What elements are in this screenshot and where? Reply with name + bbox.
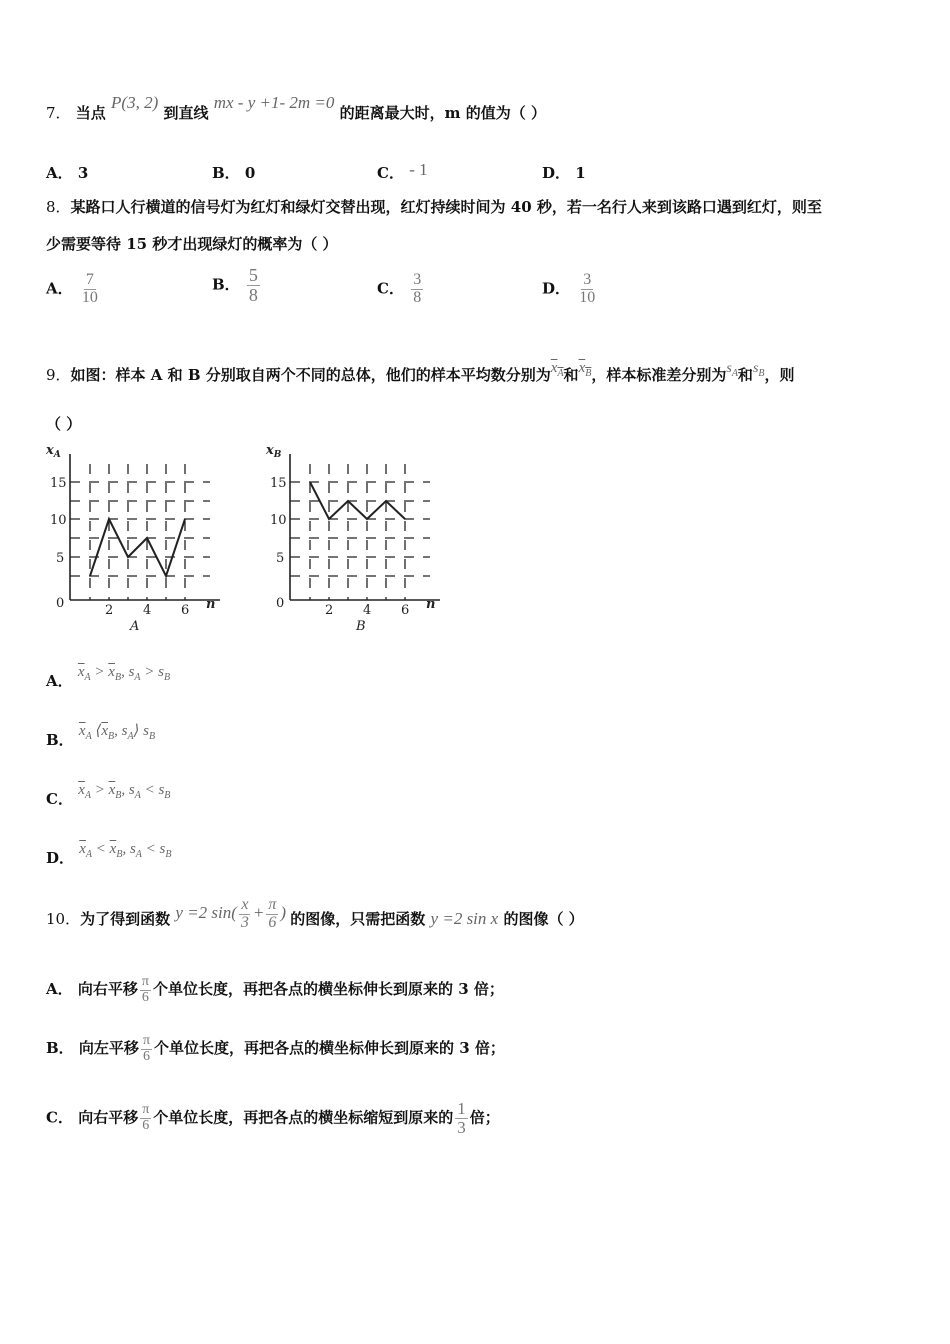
q9-option-a-label: A． bbox=[46, 672, 73, 690]
question-8 bbox=[46, 196, 822, 217]
question-7 bbox=[46, 93, 546, 123]
fraction-numerator: 5 bbox=[248, 265, 258, 285]
q7-option-b[interactable] bbox=[212, 162, 255, 183]
graph-a-xtick-6: 6 bbox=[181, 603, 190, 618]
q10-text-b: 的图像，只需把函数 bbox=[290, 910, 426, 929]
q10-option-b-post: 个单位长度，再把各点的横坐标伸长到原来的 3 倍； bbox=[154, 1039, 505, 1058]
graph-b-xtick-6: 6 bbox=[401, 603, 410, 618]
fraction-denominator: 8 bbox=[413, 288, 422, 306]
graph-b bbox=[262, 442, 442, 634]
q9-option-d-label: D． bbox=[46, 849, 75, 867]
q10-option-c-fraction: $\frac{\pi}{6}$ bbox=[142, 1102, 150, 1133]
q9-option-b-label: B． bbox=[46, 731, 74, 749]
q8-option-c-label: C． bbox=[377, 279, 404, 298]
q9-and1: 和 bbox=[563, 366, 579, 384]
q10-option-c-post2: 倍； bbox=[469, 1108, 500, 1127]
q8-number: 8． bbox=[46, 198, 71, 216]
q9-option-d[interactable] bbox=[46, 841, 172, 870]
q8-option-d[interactable] bbox=[542, 272, 599, 307]
q7-option-d[interactable] bbox=[542, 162, 586, 183]
q10-option-a-post: 个单位长度，再把各点的横坐标伸长到原来的 3 倍； bbox=[152, 980, 504, 999]
graph-b-ytick-5: 5 bbox=[276, 551, 285, 566]
fraction-numerator: 3 bbox=[413, 271, 422, 288]
q7-option-b-value: 0 bbox=[244, 164, 256, 182]
q8-option-b-label: B． bbox=[212, 275, 240, 294]
q8-option-a-label: A． bbox=[46, 279, 73, 298]
question-9 bbox=[46, 360, 795, 387]
q10-text-a: 为了得到函数 bbox=[80, 910, 171, 929]
q10-option-b-fraction: $\frac{\pi}{6}$ bbox=[142, 1033, 151, 1064]
q8-option-b[interactable] bbox=[212, 266, 262, 305]
q9-mean-b: $x_B$ bbox=[578, 360, 592, 379]
q9-option-d-expr: $\overline{x}_A < \overline{x}_B$, $s_A < s_B$ bbox=[79, 841, 172, 860]
q9-option-a-expr: $\overline{x}_A > \overline{x}_B$, $s_A > s_B$ bbox=[77, 664, 171, 683]
graph-b-xtick-2: 2 bbox=[325, 603, 334, 618]
q9-option-a[interactable] bbox=[46, 664, 171, 693]
question-10 bbox=[46, 896, 584, 938]
q8-option-a-fraction bbox=[80, 272, 100, 307]
graph-b-ylabel: $x_B$ bbox=[266, 443, 282, 460]
q10-option-a-fraction: $\frac{\pi}{6}$ bbox=[141, 974, 149, 1005]
q10-option-c-fraction2: $\frac{1}{3}$ bbox=[457, 1099, 466, 1137]
q10-option-a-pre: 向右平移 bbox=[77, 980, 138, 999]
graph-a-ytick-15: 15 bbox=[50, 476, 67, 491]
q8-option-b-fraction bbox=[247, 266, 260, 305]
q7-option-c[interactable] bbox=[377, 162, 428, 183]
graph-a-xtick-4: 4 bbox=[143, 603, 152, 618]
fraction-denominator: 8 bbox=[248, 284, 258, 305]
q7-option-c-label: C． bbox=[377, 164, 404, 182]
q10-option-c-post: 个单位长度，再把各点的横坐标缩短到原来的 bbox=[153, 1108, 454, 1127]
graph-b-xtick-4: 4 bbox=[363, 603, 372, 618]
q7-option-a[interactable] bbox=[46, 162, 88, 183]
q10-option-c[interactable] bbox=[46, 1100, 500, 1137]
q9-and2: 和 bbox=[737, 366, 753, 384]
q9-option-c-expr: $\overline{x}_A > \overline{x}_B$, $s_A < s_B$ bbox=[78, 782, 171, 801]
graph-a-xlabel: n bbox=[206, 597, 216, 612]
q8-option-d-fraction bbox=[577, 272, 597, 307]
q8-option-d-label: D． bbox=[542, 279, 571, 298]
graph-b-ytick-15: 15 bbox=[270, 476, 287, 491]
q9-text-c: ，则 bbox=[764, 366, 795, 384]
q8-option-c-fraction bbox=[411, 272, 423, 307]
q8-line2: 少需要等待 15 秒才出现绿灯的概率为（ ） bbox=[46, 235, 338, 253]
q10-option-c-pre: 向右平移 bbox=[78, 1108, 139, 1127]
graph-a-ylabel: $x_A$ bbox=[46, 443, 61, 460]
fraction-numerator: 7 bbox=[85, 271, 94, 288]
q7-point: P(3, 2) bbox=[111, 93, 159, 112]
fraction-denominator: 10 bbox=[579, 288, 596, 306]
graph-a-grid bbox=[70, 464, 210, 600]
q7-option-d-label: D． bbox=[542, 164, 571, 182]
q8-line1: 某路口人行横道的信号灯为红灯和绿灯交替出现，红灯持续时间为 40 秒，若一名行人来到该路口遇到红灯，则至 bbox=[70, 198, 822, 216]
graph-a bbox=[42, 442, 222, 634]
graph-a-ytick-10: 10 bbox=[50, 513, 67, 528]
graph-a-caption: A bbox=[130, 619, 140, 634]
q10-function: y =2 sin( $\frac{x}{3}$ + $\frac{\pi}{6}$ ) bbox=[175, 896, 287, 931]
graph-a-ytick-0: 0 bbox=[56, 596, 65, 611]
q10-option-b[interactable] bbox=[46, 1034, 505, 1064]
q10-number: 10． bbox=[46, 910, 81, 929]
graph-a-xtick-2: 2 bbox=[105, 603, 114, 618]
graph-a-ytick-5: 5 bbox=[56, 551, 65, 566]
graph-b-ytick-0: 0 bbox=[276, 596, 285, 611]
graph-b-caption: B bbox=[356, 619, 366, 634]
q10-text-c: 的图像（ ） bbox=[503, 910, 584, 929]
q8-option-a[interactable] bbox=[46, 272, 102, 307]
q7-option-a-label: A． bbox=[46, 164, 73, 182]
q7-option-d-value: 1 bbox=[575, 164, 586, 182]
q7-text-b: 到直线 bbox=[163, 104, 209, 122]
q10-option-a-label: A． bbox=[46, 980, 73, 999]
q9-sd-a: $s_A$ bbox=[726, 361, 738, 379]
fraction-denominator: 10 bbox=[81, 288, 98, 306]
q7-text-a: 当点 bbox=[75, 104, 106, 122]
q9-option-b-expr: $\overline{x}_A$ $⟨\overline{x}_B$, $s_A⟩$ $s_B$ bbox=[78, 723, 156, 742]
q9-option-b[interactable] bbox=[46, 723, 156, 752]
q7-option-c-value: - 1 bbox=[409, 160, 428, 179]
q7-option-a-value: 3 bbox=[77, 164, 89, 182]
q10-option-b-label: B． bbox=[46, 1039, 74, 1058]
q10-function2: y =2 sin x bbox=[430, 909, 499, 929]
q7-text-c: 的距离最大时，m 的值为（ ） bbox=[339, 104, 546, 122]
q7-number: 7． bbox=[46, 104, 71, 122]
fraction-numerator: 3 bbox=[583, 271, 592, 288]
q9-option-c-label: C． bbox=[46, 790, 73, 808]
graph-b-xlabel: n bbox=[426, 597, 436, 612]
q7-line-eq: mx - y +1- 2m =0 bbox=[213, 93, 335, 112]
q9-line2: （ ） bbox=[46, 415, 82, 433]
q10-option-c-label: C． bbox=[46, 1108, 73, 1127]
q10-option-a[interactable] bbox=[46, 975, 504, 1005]
graph-a-data-line bbox=[90, 519, 185, 576]
q9-text-a: 如图：样本 A 和 B 分别取自两个不同的总体，他们的样本平均数分别为 bbox=[70, 366, 551, 384]
q10-option-b-pre: 向左平移 bbox=[78, 1039, 139, 1058]
q8-option-c[interactable] bbox=[377, 272, 425, 307]
graph-b-ytick-10: 10 bbox=[270, 513, 287, 528]
q7-option-b-label: B． bbox=[212, 164, 240, 182]
q9-mean-a: $x_A$ bbox=[550, 360, 564, 379]
q9-text-b: ，样本标准差分别为 bbox=[591, 366, 727, 384]
q9-option-c[interactable] bbox=[46, 782, 171, 811]
q9-number: 9． bbox=[46, 366, 71, 384]
q9-sd-b: $s_B$ bbox=[752, 361, 765, 379]
